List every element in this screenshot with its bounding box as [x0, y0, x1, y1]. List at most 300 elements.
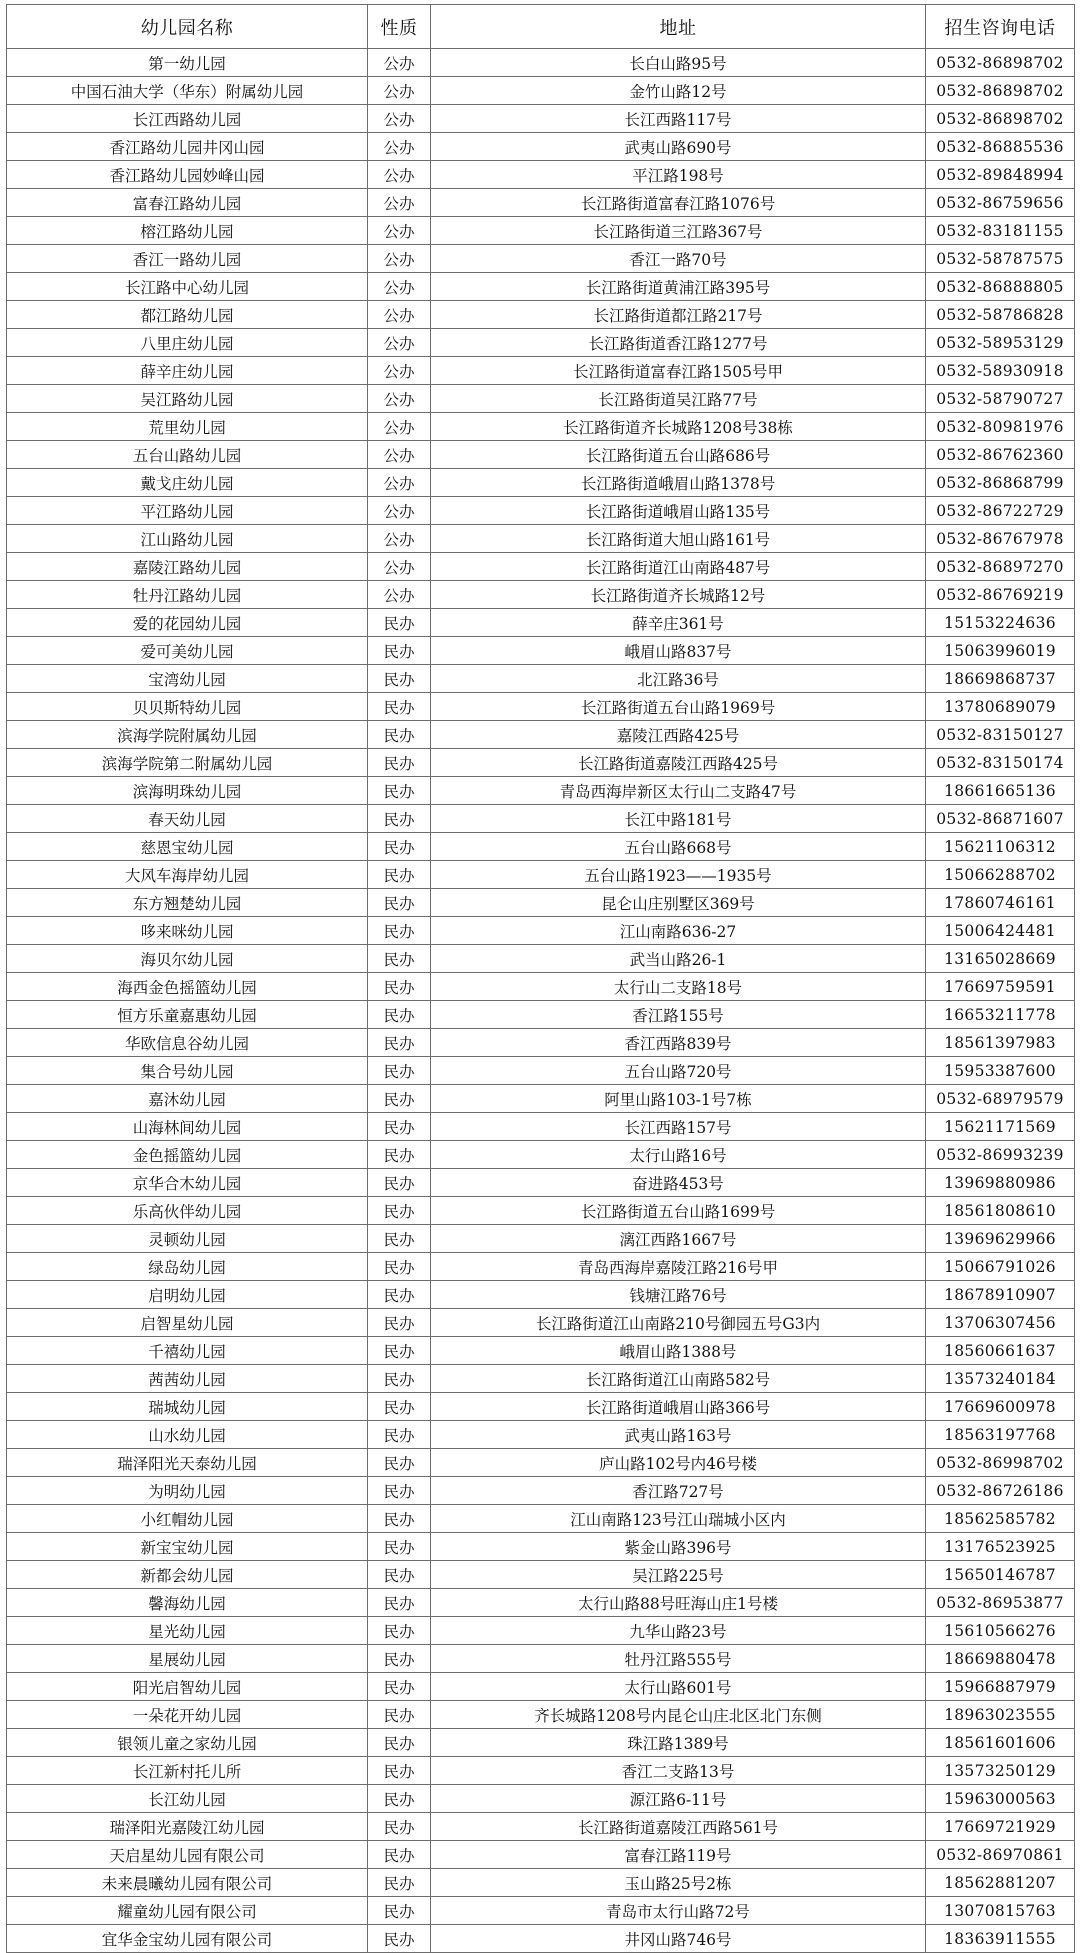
cell-name: 长江幼儿园	[7, 1785, 368, 1813]
cell-address: 长江路街道五台山路1699号	[431, 1197, 926, 1225]
cell-name: 滨海学院第二附属幼儿园	[7, 749, 368, 777]
cell-type: 公办	[368, 77, 431, 105]
cell-phone: 0532-86769219	[926, 581, 1075, 609]
cell-name: 香江一路幼儿园	[7, 245, 368, 273]
cell-name: 天启星幼儿园有限公司	[7, 1841, 368, 1869]
cell-address: 昆仑山庄别墅区369号	[431, 889, 926, 917]
cell-address: 长白山路95号	[431, 49, 926, 77]
table-row	[7, 1617, 1075, 1645]
cell-name: 爱的花园幼儿园	[7, 609, 368, 637]
table-row	[7, 693, 1075, 721]
cell-name: 瑞泽阳光天泰幼儿园	[7, 1449, 368, 1477]
table-row	[7, 105, 1075, 133]
cell-address: 太行山路16号	[431, 1141, 926, 1169]
table-row	[7, 1505, 1075, 1533]
table-row	[7, 1169, 1075, 1197]
table-row	[7, 833, 1075, 861]
cell-type: 民办	[368, 1589, 431, 1617]
cell-type: 公办	[368, 217, 431, 245]
table-row	[7, 1561, 1075, 1589]
cell-phone: 16653211778	[926, 1001, 1075, 1029]
cell-address: 长江路街道江山南路487号	[431, 553, 926, 581]
cell-address: 庐山路102号内46号楼	[431, 1449, 926, 1477]
table-row	[7, 1813, 1075, 1841]
cell-phone: 15953387600	[926, 1057, 1075, 1085]
table-row	[7, 1869, 1075, 1897]
table-row	[7, 525, 1075, 553]
cell-name: 乐高伙伴幼儿园	[7, 1197, 368, 1225]
cell-address: 香江路155号	[431, 1001, 926, 1029]
cell-address: 玉山路25号2栋	[431, 1869, 926, 1897]
cell-name: 茜茜幼儿园	[7, 1365, 368, 1393]
cell-phone: 0532-86762360	[926, 441, 1075, 469]
cell-type: 民办	[368, 1785, 431, 1813]
cell-phone: 18562881207	[926, 1869, 1075, 1897]
cell-phone: 13573250129	[926, 1757, 1075, 1785]
cell-name: 戴戈庄幼儿园	[7, 469, 368, 497]
cell-address: 长江路街道峨眉山路135号	[431, 497, 926, 525]
table-row	[7, 245, 1075, 273]
cell-address: 五台山路668号	[431, 833, 926, 861]
table-row	[7, 217, 1075, 245]
cell-name: 薛辛庄幼儿园	[7, 357, 368, 385]
cell-address: 九华山路23号	[431, 1617, 926, 1645]
cell-phone: 0532-86897270	[926, 553, 1075, 581]
cell-type: 公办	[368, 301, 431, 329]
cell-name: 宜华金宝幼儿园有限公司	[7, 1925, 368, 1953]
cell-address: 长江路街道嘉陵江西路561号	[431, 1813, 926, 1841]
table-row	[7, 441, 1075, 469]
cell-type: 民办	[368, 749, 431, 777]
cell-phone: 0532-58930918	[926, 357, 1075, 385]
table-row	[7, 637, 1075, 665]
cell-name: 滨海学院附属幼儿园	[7, 721, 368, 749]
cell-phone: 15963000563	[926, 1785, 1075, 1813]
table-row	[7, 1253, 1075, 1281]
cell-type: 公办	[368, 133, 431, 161]
table-row	[7, 1533, 1075, 1561]
cell-name: 山海林间幼儿园	[7, 1113, 368, 1141]
table-row	[7, 1421, 1075, 1449]
cell-phone: 0532-86759656	[926, 189, 1075, 217]
cell-phone: 13969629966	[926, 1225, 1075, 1253]
cell-name: 春天幼儿园	[7, 805, 368, 833]
table-row	[7, 1701, 1075, 1729]
cell-address: 香江路727号	[431, 1477, 926, 1505]
table-row	[7, 469, 1075, 497]
cell-address: 香江一路70号	[431, 245, 926, 273]
cell-name: 宝湾幼儿园	[7, 665, 368, 693]
cell-phone: 18561397983	[926, 1029, 1075, 1057]
header-name: 幼儿园名称	[7, 5, 368, 49]
table-row	[7, 1281, 1075, 1309]
cell-address: 峨眉山路1388号	[431, 1337, 926, 1365]
cell-address: 太行山路88号旺海山庄1号楼	[431, 1589, 926, 1617]
table-row	[7, 273, 1075, 301]
cell-phone: 0532-58787575	[926, 245, 1075, 273]
table-row	[7, 1841, 1075, 1869]
cell-name: 长江路中心幼儿园	[7, 273, 368, 301]
cell-phone: 0532-80981976	[926, 413, 1075, 441]
header-address: 地址	[431, 5, 926, 49]
table-row	[7, 1141, 1075, 1169]
cell-name: 平江路幼儿园	[7, 497, 368, 525]
table-row	[7, 301, 1075, 329]
table-row	[7, 861, 1075, 889]
cell-phone: 15063996019	[926, 637, 1075, 665]
cell-type: 民办	[368, 665, 431, 693]
cell-name: 启明幼儿园	[7, 1281, 368, 1309]
cell-name: 爱可美幼儿园	[7, 637, 368, 665]
cell-address: 长江路街道江山南路210号御园五号G3内	[431, 1309, 926, 1337]
cell-type: 民办	[368, 861, 431, 889]
cell-name: 榕江路幼儿园	[7, 217, 368, 245]
cell-type: 民办	[368, 1701, 431, 1729]
cell-name: 瑞泽阳光嘉陵江幼儿园	[7, 1813, 368, 1841]
cell-phone: 13780689079	[926, 693, 1075, 721]
table-row	[7, 189, 1075, 217]
cell-phone: 0532-86898702	[926, 105, 1075, 133]
cell-phone: 0532-86970861	[926, 1841, 1075, 1869]
cell-type: 民办	[368, 945, 431, 973]
table-row	[7, 1757, 1075, 1785]
cell-type: 民办	[368, 1813, 431, 1841]
cell-name: 慈恩宝幼儿园	[7, 833, 368, 861]
table-row	[7, 413, 1075, 441]
table-row	[7, 1729, 1075, 1757]
cell-phone: 15066791026	[926, 1253, 1075, 1281]
cell-phone: 13706307456	[926, 1309, 1075, 1337]
table-row	[7, 77, 1075, 105]
cell-type: 民办	[368, 1085, 431, 1113]
cell-type: 民办	[368, 805, 431, 833]
cell-address: 长江路街道三江路367号	[431, 217, 926, 245]
cell-name: 长江西路幼儿园	[7, 105, 368, 133]
cell-type: 民办	[368, 777, 431, 805]
cell-phone: 15650146787	[926, 1561, 1075, 1589]
cell-type: 民办	[368, 637, 431, 665]
table-row	[7, 1197, 1075, 1225]
table-row	[7, 805, 1075, 833]
cell-phone: 18678910907	[926, 1281, 1075, 1309]
cell-type: 民办	[368, 721, 431, 749]
cell-address: 江山南路636-27	[431, 917, 926, 945]
cell-phone: 0532-83181155	[926, 217, 1075, 245]
cell-type: 公办	[368, 189, 431, 217]
table-body	[7, 49, 1075, 1953]
cell-address: 嘉陵江西路425号	[431, 721, 926, 749]
cell-name: 金色摇篮幼儿园	[7, 1141, 368, 1169]
table-row	[7, 973, 1075, 1001]
table-row	[7, 1225, 1075, 1253]
cell-type: 民办	[368, 693, 431, 721]
cell-phone: 0532-58790727	[926, 385, 1075, 413]
cell-type: 公办	[368, 469, 431, 497]
cell-phone: 15066288702	[926, 861, 1075, 889]
cell-address: 漓江西路1667号	[431, 1225, 926, 1253]
cell-phone: 0532-86722729	[926, 497, 1075, 525]
cell-phone: 0532-58786828	[926, 301, 1075, 329]
cell-name: 富春江路幼儿园	[7, 189, 368, 217]
table-row	[7, 1897, 1075, 1925]
cell-name: 嘉沐幼儿园	[7, 1085, 368, 1113]
cell-address: 武夷山路163号	[431, 1421, 926, 1449]
table-row	[7, 1393, 1075, 1421]
cell-phone: 15153224636	[926, 609, 1075, 637]
table-row	[7, 1589, 1075, 1617]
cell-type: 民办	[368, 1533, 431, 1561]
cell-address: 平江路198号	[431, 161, 926, 189]
cell-phone: 15621106312	[926, 833, 1075, 861]
table-row	[7, 1365, 1075, 1393]
table-row	[7, 1337, 1075, 1365]
cell-type: 民办	[368, 1617, 431, 1645]
table-row	[7, 357, 1075, 385]
cell-type: 民办	[368, 609, 431, 637]
cell-phone: 17669759591	[926, 973, 1075, 1001]
cell-name: 星展幼儿园	[7, 1645, 368, 1673]
table-row	[7, 1785, 1075, 1813]
cell-phone: 15966887979	[926, 1673, 1075, 1701]
cell-phone: 0532-86953877	[926, 1589, 1075, 1617]
cell-address: 奋进路453号	[431, 1169, 926, 1197]
cell-name: 都江路幼儿园	[7, 301, 368, 329]
cell-name: 吴江路幼儿园	[7, 385, 368, 413]
cell-phone: 0532-86993239	[926, 1141, 1075, 1169]
cell-type: 民办	[368, 1729, 431, 1757]
cell-type: 民办	[368, 1337, 431, 1365]
table-row	[7, 1645, 1075, 1673]
cell-phone: 13070815763	[926, 1897, 1075, 1925]
kindergarten-table	[6, 4, 1075, 1953]
cell-type: 民办	[368, 1113, 431, 1141]
cell-name: 耀童幼儿园有限公司	[7, 1897, 368, 1925]
cell-name: 银领儿童之家幼儿园	[7, 1729, 368, 1757]
cell-type: 民办	[368, 1897, 431, 1925]
table-row	[7, 917, 1075, 945]
cell-name: 海贝尔幼儿园	[7, 945, 368, 973]
cell-type: 民办	[368, 1449, 431, 1477]
table-row	[7, 1057, 1075, 1085]
cell-type: 民办	[368, 1925, 431, 1953]
table-row	[7, 581, 1075, 609]
cell-phone: 15621171569	[926, 1113, 1075, 1141]
table-row	[7, 721, 1075, 749]
cell-type: 民办	[368, 1365, 431, 1393]
cell-address: 长江路街道嘉陵江西路425号	[431, 749, 926, 777]
cell-name: 五台山路幼儿园	[7, 441, 368, 469]
cell-phone: 18669868737	[926, 665, 1075, 693]
cell-name: 滨海明珠幼儿园	[7, 777, 368, 805]
cell-type: 民办	[368, 1225, 431, 1253]
cell-name: 八里庄幼儿园	[7, 329, 368, 357]
cell-type: 民办	[368, 1561, 431, 1589]
cell-phone: 17669600978	[926, 1393, 1075, 1421]
table-row	[7, 385, 1075, 413]
table-row	[7, 1449, 1075, 1477]
cell-address: 太行山二支路18号	[431, 973, 926, 1001]
cell-name: 新都会幼儿园	[7, 1561, 368, 1589]
cell-address: 太行山路601号	[431, 1673, 926, 1701]
cell-phone: 0532-86726186	[926, 1477, 1075, 1505]
table-row	[7, 497, 1075, 525]
cell-address: 长江路街道富春江路1505号甲	[431, 357, 926, 385]
cell-type: 民办	[368, 1029, 431, 1057]
cell-name: 江山路幼儿园	[7, 525, 368, 553]
table-header-row	[7, 5, 1075, 49]
cell-name: 馨海幼儿园	[7, 1589, 368, 1617]
cell-name: 哆来咪幼儿园	[7, 917, 368, 945]
cell-address: 齐长城路1208号内昆仑山庄北区北门东侧	[431, 1701, 926, 1729]
cell-address: 武夷山路690号	[431, 133, 926, 161]
table-row	[7, 1673, 1075, 1701]
cell-type: 公办	[368, 581, 431, 609]
cell-address: 青岛西海岸新区太行山二支路47号	[431, 777, 926, 805]
cell-phone: 0532-83150127	[926, 721, 1075, 749]
cell-type: 公办	[368, 385, 431, 413]
cell-address: 香江二支路13号	[431, 1757, 926, 1785]
cell-name: 千禧幼儿园	[7, 1337, 368, 1365]
cell-type: 民办	[368, 1001, 431, 1029]
cell-phone: 0532-86871607	[926, 805, 1075, 833]
table-row	[7, 889, 1075, 917]
cell-address: 富春江路119号	[431, 1841, 926, 1869]
table-row	[7, 1113, 1075, 1141]
cell-type: 民办	[368, 917, 431, 945]
cell-address: 薛辛庄361号	[431, 609, 926, 637]
cell-name: 山水幼儿园	[7, 1421, 368, 1449]
table-row	[7, 945, 1075, 973]
cell-type: 公办	[368, 105, 431, 133]
cell-type: 民办	[368, 1141, 431, 1169]
header-phone: 招生咨询电话	[926, 5, 1075, 49]
cell-phone: 18661665136	[926, 777, 1075, 805]
table-row	[7, 1477, 1075, 1505]
cell-name: 恒方乐童嘉惠幼儿园	[7, 1001, 368, 1029]
cell-address: 阿里山路103-1号7栋	[431, 1085, 926, 1113]
cell-name: 牡丹江路幼儿园	[7, 581, 368, 609]
cell-name: 星光幼儿园	[7, 1617, 368, 1645]
cell-name: 新宝宝幼儿园	[7, 1533, 368, 1561]
cell-type: 民办	[368, 1505, 431, 1533]
cell-type: 公办	[368, 161, 431, 189]
cell-address: 长江路街道齐长城路12号	[431, 581, 926, 609]
table-row	[7, 49, 1075, 77]
cell-name: 京华合木幼儿园	[7, 1169, 368, 1197]
cell-address: 长江路街道大旭山路161号	[431, 525, 926, 553]
cell-address: 青岛西海岸嘉陵江路216号甲	[431, 1253, 926, 1281]
cell-phone: 15006424481	[926, 917, 1075, 945]
cell-name: 东方翘楚幼儿园	[7, 889, 368, 917]
cell-name: 一朵花开幼儿园	[7, 1701, 368, 1729]
cell-address: 长江路街道江山南路582号	[431, 1365, 926, 1393]
cell-phone: 18562585782	[926, 1505, 1075, 1533]
cell-type: 民办	[368, 833, 431, 861]
cell-type: 民办	[368, 1309, 431, 1337]
table-row	[7, 1925, 1075, 1953]
cell-address: 源江路6-11号	[431, 1785, 926, 1813]
cell-phone: 17669721929	[926, 1813, 1075, 1841]
cell-type: 公办	[368, 49, 431, 77]
cell-type: 公办	[368, 245, 431, 273]
table-row	[7, 609, 1075, 637]
cell-phone: 18561601606	[926, 1729, 1075, 1757]
cell-type: 民办	[368, 1869, 431, 1897]
table-row	[7, 1309, 1075, 1337]
cell-address: 长江路街道香江路1277号	[431, 329, 926, 357]
table-row	[7, 749, 1075, 777]
cell-phone: 0532-86888805	[926, 273, 1075, 301]
cell-phone: 0532-86998702	[926, 1449, 1075, 1477]
cell-phone: 17860746161	[926, 889, 1075, 917]
cell-address: 长江西路117号	[431, 105, 926, 133]
cell-address: 青岛市太行山路72号	[431, 1897, 926, 1925]
cell-name: 长江新村托儿所	[7, 1757, 368, 1785]
cell-phone: 13165028669	[926, 945, 1075, 973]
table-row	[7, 161, 1075, 189]
cell-name: 第一幼儿园	[7, 49, 368, 77]
cell-name: 为明幼儿园	[7, 1477, 368, 1505]
cell-address: 武当山路26-1	[431, 945, 926, 973]
cell-address: 长江中路181号	[431, 805, 926, 833]
cell-type: 民办	[368, 1477, 431, 1505]
cell-name: 灵顿幼儿园	[7, 1225, 368, 1253]
cell-address: 长江路街道富春江路1076号	[431, 189, 926, 217]
cell-name: 贝贝斯特幼儿园	[7, 693, 368, 721]
cell-type: 民办	[368, 1169, 431, 1197]
cell-address: 金竹山路12号	[431, 77, 926, 105]
cell-address: 长江路街道吴江路77号	[431, 385, 926, 413]
cell-type: 公办	[368, 273, 431, 301]
cell-address: 长江路街道齐长城路1208号38栋	[431, 413, 926, 441]
cell-name: 启智星幼儿园	[7, 1309, 368, 1337]
cell-phone: 13176523925	[926, 1533, 1075, 1561]
cell-type: 民办	[368, 1393, 431, 1421]
cell-type: 民办	[368, 1281, 431, 1309]
cell-name: 荒里幼儿园	[7, 413, 368, 441]
cell-address: 长江路街道峨眉山路366号	[431, 1393, 926, 1421]
cell-name: 华欧信息谷幼儿园	[7, 1029, 368, 1057]
cell-phone: 18560661637	[926, 1337, 1075, 1365]
cell-name: 海西金色摇篮幼儿园	[7, 973, 368, 1001]
cell-address: 紫金山路396号	[431, 1533, 926, 1561]
cell-phone: 13969880986	[926, 1169, 1075, 1197]
cell-phone: 0532-86898702	[926, 77, 1075, 105]
cell-name: 未来晨曦幼儿园有限公司	[7, 1869, 368, 1897]
cell-name: 大风车海岸幼儿园	[7, 861, 368, 889]
cell-type: 民办	[368, 1197, 431, 1225]
cell-name: 小红帽幼儿园	[7, 1505, 368, 1533]
table-row	[7, 329, 1075, 357]
cell-address: 长江路街道黄浦江路395号	[431, 273, 926, 301]
cell-name: 阳光启智幼儿园	[7, 1673, 368, 1701]
cell-address: 江山南路123号江山瑞城小区内	[431, 1505, 926, 1533]
cell-address: 珠江路1389号	[431, 1729, 926, 1757]
cell-name: 嘉陵江路幼儿园	[7, 553, 368, 581]
cell-name: 中国石油大学（华东）附属幼儿园	[7, 77, 368, 105]
cell-type: 民办	[368, 1645, 431, 1673]
cell-type: 公办	[368, 329, 431, 357]
cell-address: 钱塘江路76号	[431, 1281, 926, 1309]
cell-address: 五台山路1923——1935号	[431, 861, 926, 889]
cell-phone: 18561808610	[926, 1197, 1075, 1225]
cell-address: 长江路街道五台山路1969号	[431, 693, 926, 721]
cell-address: 井冈山路746号	[431, 1925, 926, 1953]
table-row	[7, 665, 1075, 693]
cell-name: 香江路幼儿园井冈山园	[7, 133, 368, 161]
cell-type: 民办	[368, 1421, 431, 1449]
cell-phone: 15610566276	[926, 1617, 1075, 1645]
